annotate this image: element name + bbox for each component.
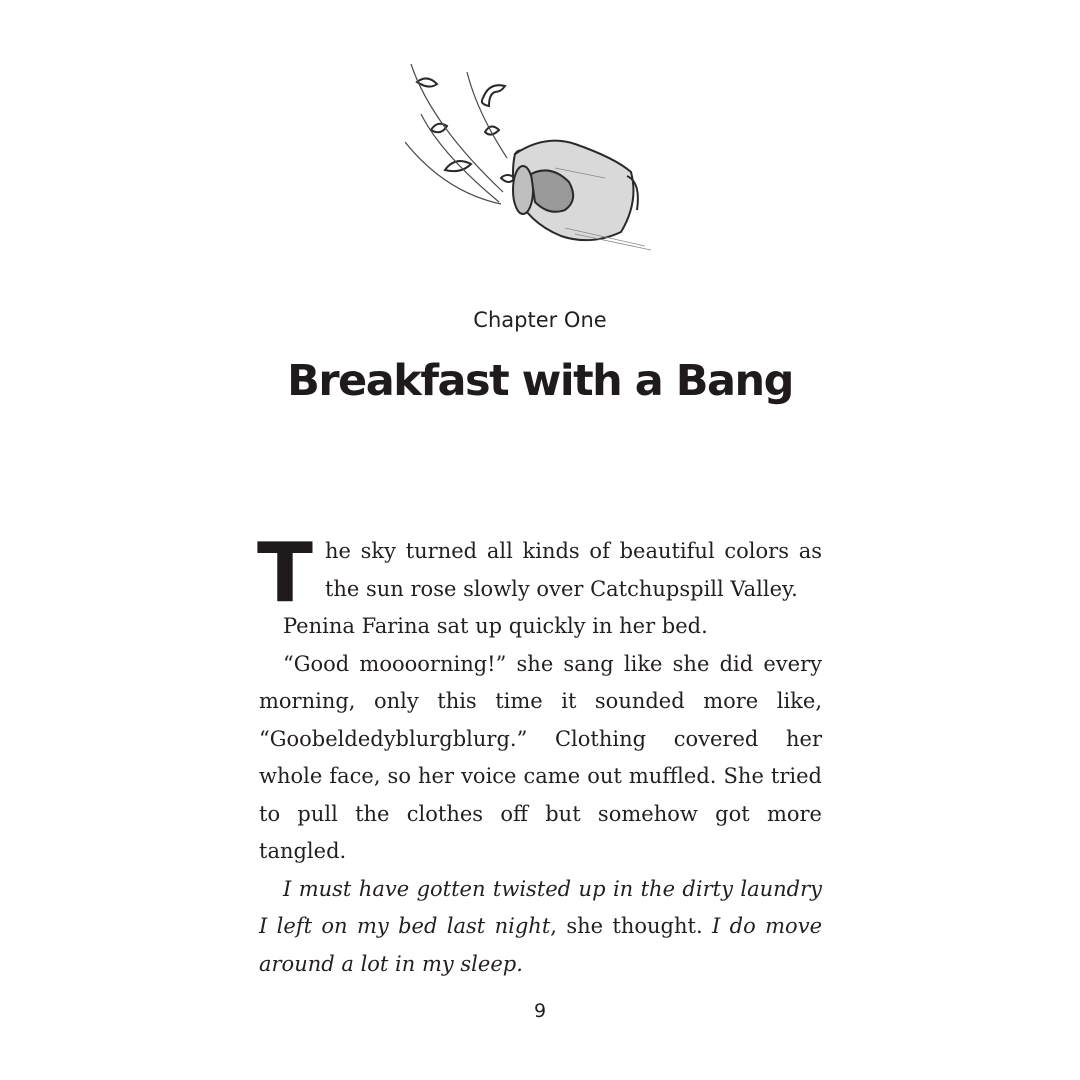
paragraph-3 [259,646,822,871]
italic-run: I must have gotten twisted up in the dirty laundry I left on my bed last night [259,876,822,938]
paragraph-run: he sky turned all kinds of beautiful colors as the sun rose slowly over Catchupspill Valley. [324,539,822,601]
page-number: 9 [533,1000,547,1022]
drop-cap: T [257,526,313,621]
cereal-bowl-illustration-icon [405,58,675,258]
paragraph-1 [257,526,822,621]
italic-run: I do move around a lot in my sleep. [259,914,822,976]
paragraph-4 [259,871,822,984]
chapter-title: Breakfast with a Bang [287,356,793,406]
paragraph-run: , she thought. [550,914,713,938]
paragraph-run: “Good moooorning!” she sang like she did every morning, only this time it sounded more like, “Goobeldedyblurgblurg.” Clothing covered her whole face, so her voice came out muffled. She tried to pull the clothes off but somehow got more tangled. [259,651,822,863]
body-text [257,526,822,983]
chapter-label: Chapter One [473,308,607,332]
paragraph-run: Penina Farina sat up quickly in her bed. [283,614,708,638]
paragraph-2 [259,608,822,646]
